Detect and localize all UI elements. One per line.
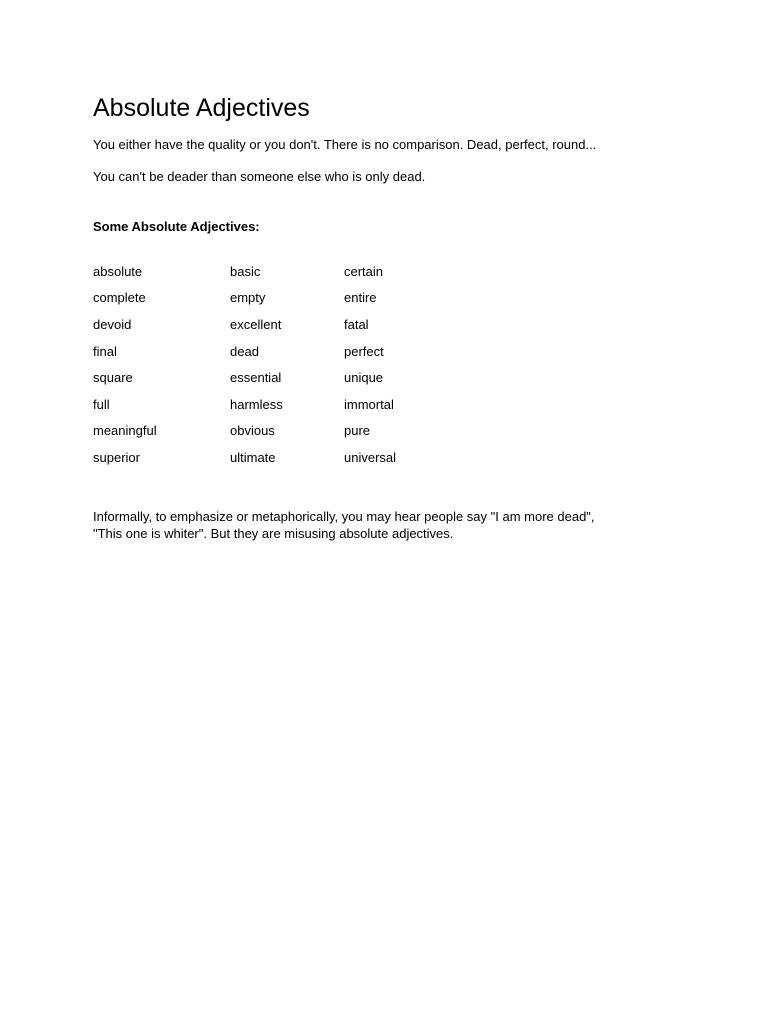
table-row — [93, 444, 444, 471]
table-row — [93, 258, 444, 285]
adjective-cell: devoid — [93, 316, 132, 332]
table-row — [93, 391, 444, 418]
closing-line: Informally, to emphasize or metaphorically, you may hear people say "I am more dead", — [93, 509, 595, 524]
adjective-cell: dead — [230, 343, 259, 359]
closing-line: "This one is whiter". But they are misusing absolute adjectives. — [93, 526, 454, 541]
example-paragraph: You can't be deader than someone else who is only dead. — [93, 169, 426, 184]
adjective-cell: immortal — [344, 396, 394, 412]
adjective-cell: essential — [230, 370, 282, 386]
table-row — [93, 285, 444, 312]
adjective-cell: basic — [230, 263, 261, 279]
adjective-cell: final — [93, 343, 117, 359]
adjective-cell: meaningful — [93, 423, 157, 439]
adjective-cell: entire — [344, 290, 377, 306]
adjective-table — [93, 258, 444, 471]
adjective-cell: excellent — [230, 316, 282, 332]
adjective-cell: certain — [344, 263, 384, 279]
table-row — [93, 311, 444, 338]
adjective-cell: pure — [344, 423, 371, 439]
adjective-cell: ultimate — [230, 449, 276, 465]
adjective-cell: obvious — [230, 423, 275, 439]
adjective-cell: perfect — [344, 343, 384, 359]
adjective-cell: full — [93, 396, 110, 412]
adjective-cell: superior — [93, 449, 140, 465]
table-row — [93, 338, 444, 365]
adjective-cell: unique — [344, 370, 384, 386]
page-title: Absolute Adjectives — [93, 94, 310, 122]
intro-paragraph: You either have the quality or you don't. There is no comparison. Dead, perfect, round... — [93, 137, 597, 152]
adjective-cell: empty — [230, 290, 266, 306]
adjective-cell: fatal — [344, 316, 369, 332]
closing-paragraph — [93, 508, 595, 542]
adjective-cell: harmless — [230, 396, 283, 412]
adjective-cell: universal — [344, 449, 397, 465]
table-row — [93, 364, 444, 391]
adjective-cell: complete — [93, 290, 146, 306]
table-row — [93, 418, 444, 445]
adjective-cell: square — [93, 370, 133, 386]
adjective-cell: absolute — [93, 263, 143, 279]
list-heading: Some Absolute Adjectives: — [93, 219, 260, 234]
